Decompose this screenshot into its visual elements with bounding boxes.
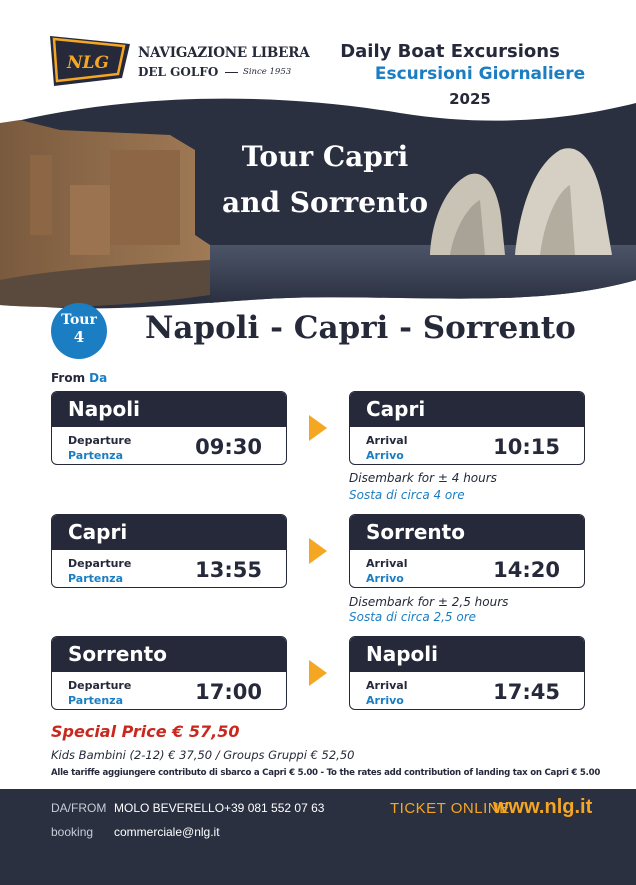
footer-email-link[interactable]: commerciale@nlg.it <box>114 825 220 839</box>
nlg-logo-flag <box>50 36 130 86</box>
arrival-label-en: Arrival <box>366 434 408 447</box>
departure-card <box>51 391 287 465</box>
kids-groups-prices: Kids Bambini (2-12) € 37,50 / Groups Gruppi € 52,50 <box>51 748 355 762</box>
departure-card <box>51 636 287 710</box>
header-title-it: Escursioni Giornaliere <box>374 64 586 84</box>
departure-card <box>51 514 287 588</box>
brand-name-line2: DEL GOLFO <box>138 65 219 79</box>
special-price: Special Price € 57,50 <box>51 722 240 741</box>
stop-note-en: Disembark for ± 2,5 hours <box>349 595 509 609</box>
header-title-en: Daily Boat Excursions <box>340 41 560 62</box>
landing-tax-note: Alle tariffe aggiungere contributo di sbarco a Capri € 5.00 - To the rates add contribution of landing tax on Capri € 5.00 <box>51 768 601 778</box>
logo-text: NLG <box>66 53 110 73</box>
departure-label-it: Partenza <box>68 449 123 462</box>
tour-badge-number: 4 <box>73 328 85 346</box>
arrival-label-it: Arrivo <box>366 449 404 462</box>
arrival-label-en: Arrival <box>366 679 408 692</box>
from-label <box>51 371 107 385</box>
arrival-card <box>349 636 585 710</box>
arrival-card <box>349 391 585 465</box>
stop-note-it: Sosta di circa 4 ore <box>349 488 465 502</box>
from-label-en: From <box>51 371 86 385</box>
departure-time: 09:30 <box>195 435 262 459</box>
footer-booking-label: booking <box>51 825 94 839</box>
tour-route: Napoli - Capri - Sorrento <box>145 310 576 346</box>
departure-time: 17:00 <box>195 680 262 704</box>
arrival-label-en: Arrival <box>366 557 408 570</box>
arrival-label-it: Arrivo <box>366 572 404 585</box>
departure-time: 13:55 <box>195 558 262 582</box>
brand-name-line1: NAVIGAZIONE LIBERA <box>138 45 310 61</box>
departure-label-en: Departure <box>68 679 132 692</box>
from-label-it: Da <box>89 371 108 385</box>
arrival-time: 10:15 <box>493 435 560 459</box>
departure-label-it: Partenza <box>68 694 123 707</box>
departure-place: Capri <box>52 515 286 550</box>
departure-place: Napoli <box>52 392 286 427</box>
arrow-right-icon <box>309 660 327 686</box>
footer-phone[interactable]: +39 081 552 07 63 <box>224 801 325 815</box>
arrow-right-icon <box>309 415 327 441</box>
arrival-label-it: Arrivo <box>366 694 404 707</box>
arrival-place: Sorrento <box>350 515 584 550</box>
departure-place: Sorrento <box>52 637 286 672</box>
brand-divider <box>225 72 238 73</box>
website-link[interactable]: www.nlg.it <box>493 796 593 818</box>
arrival-place: Capri <box>350 392 584 427</box>
departure-label-en: Departure <box>68 557 132 570</box>
banner-title-line1: Tour Capri <box>241 140 409 173</box>
banner-title-line2: and Sorrento <box>221 186 428 219</box>
arrow-right-icon <box>309 538 327 564</box>
arrival-card <box>349 514 585 588</box>
footer-location: MOLO BEVERELLO <box>114 801 225 815</box>
brand-since: Since 1953 <box>243 67 292 77</box>
arrival-place: Napoli <box>350 637 584 672</box>
tour-badge-label: Tour <box>61 312 97 328</box>
ticket-online-label: TICKET ONLINE <box>390 800 510 817</box>
departure-label-en: Departure <box>68 434 132 447</box>
footer-dafrom-label: DA/FROM <box>51 801 107 815</box>
arrival-time: 17:45 <box>493 680 560 704</box>
stop-note-en: Disembark for ± 4 hours <box>349 471 497 485</box>
departure-label-it: Partenza <box>68 572 123 585</box>
header-year: 2025 <box>449 90 491 108</box>
tour-badge <box>51 303 107 359</box>
stop-note-it: Sosta di circa 2,5 ore <box>349 610 477 624</box>
arrival-time: 14:20 <box>493 558 560 582</box>
